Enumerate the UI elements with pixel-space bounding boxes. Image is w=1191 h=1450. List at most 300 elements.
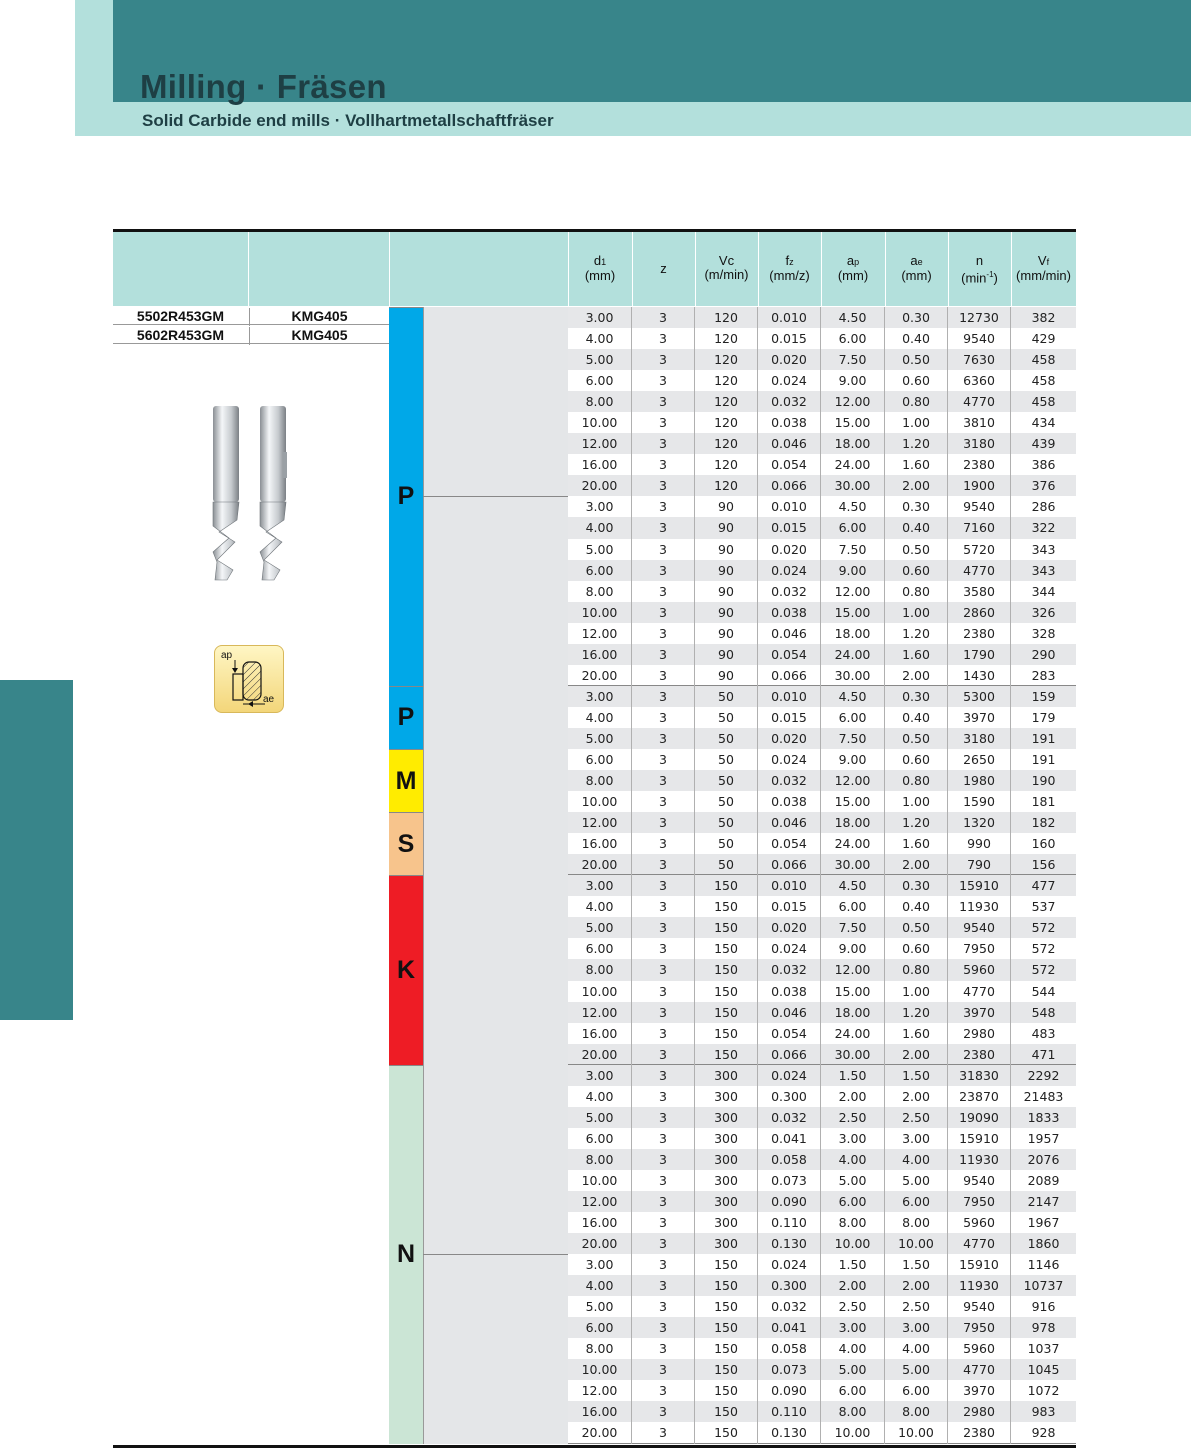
table-cell: 0.30 xyxy=(885,496,948,517)
table-cell: 3 xyxy=(632,1275,695,1296)
table-cell: 0.032 xyxy=(758,959,821,980)
table-cell: 3 xyxy=(632,833,695,854)
table-row xyxy=(568,581,1076,602)
table-cell: 2.00 xyxy=(885,1044,948,1065)
table-row xyxy=(568,307,1076,328)
material-group-letter: P xyxy=(397,703,415,732)
table-cell: 150 xyxy=(695,1296,758,1317)
table-cell: 24.00 xyxy=(821,833,885,854)
table-cell: 3.00 xyxy=(821,1317,885,1338)
table-cell: 2380 xyxy=(948,623,1011,644)
table-cell: 376 xyxy=(1031,478,1056,494)
table-cell: 0.073 xyxy=(758,1170,821,1191)
table-cell: 159 xyxy=(1031,688,1056,704)
table-cell: 4770 xyxy=(948,560,1011,581)
table-cell: 12.00 xyxy=(821,770,885,791)
table-cell: 3 xyxy=(632,581,695,602)
table-cell: 2076 xyxy=(1027,1151,1060,1167)
table-cell: 0.032 xyxy=(758,1296,821,1317)
table-cell: 0.50 xyxy=(885,349,948,370)
table-cell: 0.041 xyxy=(758,1128,821,1149)
table-cell: 4770 xyxy=(948,391,1011,412)
table-cell: 0.30 xyxy=(885,307,948,328)
table-cell: 7.50 xyxy=(821,728,885,749)
table-cell: 3 xyxy=(632,1086,695,1107)
table-cell: 4.00 xyxy=(568,328,632,349)
header-left-strip xyxy=(75,0,113,136)
table-row xyxy=(568,770,1076,791)
table-cell: 544 xyxy=(1031,983,1056,999)
product-grade: KMG405 xyxy=(249,308,389,326)
table-row xyxy=(568,791,1076,812)
table-cell: 7950 xyxy=(948,938,1011,959)
table-cell: 12.00 xyxy=(821,391,885,412)
table-cell: 150 xyxy=(695,959,758,980)
table-cell: 3 xyxy=(632,1422,695,1443)
table-cell: 6.00 xyxy=(821,328,885,349)
table-row xyxy=(568,1149,1076,1170)
table-cell: 2.50 xyxy=(885,1296,948,1317)
table-cell: 0.110 xyxy=(758,1212,821,1233)
table-cell: 0.024 xyxy=(758,1065,821,1086)
product-row xyxy=(113,307,389,325)
table-cell: 16.00 xyxy=(568,1023,632,1044)
table-cell: 1045 xyxy=(1027,1362,1060,1378)
table-cell: 20.00 xyxy=(568,854,632,875)
table-cell: 0.046 xyxy=(758,433,821,454)
table-cell: 21483 xyxy=(1023,1088,1064,1104)
table-cell: 458 xyxy=(1031,373,1056,389)
table-cell: 11930 xyxy=(948,1275,1011,1296)
table-cell: 572 xyxy=(1031,962,1056,978)
table-cell: 12730 xyxy=(948,307,1011,328)
table-cell: 3.00 xyxy=(568,496,632,517)
table-row xyxy=(568,349,1076,370)
table-cell: 12.00 xyxy=(568,1380,632,1401)
table-cell: 3 xyxy=(632,454,695,475)
table-cell: 0.054 xyxy=(758,454,821,475)
table-cell: 15910 xyxy=(948,1128,1011,1149)
table-cell: 50 xyxy=(695,686,758,707)
table-cell: 1.00 xyxy=(885,981,948,1002)
table-cell: 8.00 xyxy=(821,1212,885,1233)
table-cell: 300 xyxy=(695,1191,758,1212)
table-cell: 1037 xyxy=(1027,1341,1060,1357)
table-cell: 0.60 xyxy=(885,370,948,391)
table-cell: 0.054 xyxy=(758,1023,821,1044)
table-cell: 150 xyxy=(695,1023,758,1044)
table-cell: 0.024 xyxy=(758,749,821,770)
table-row xyxy=(568,370,1076,391)
table-cell: 3 xyxy=(632,896,695,917)
table-cell: 3.00 xyxy=(568,686,632,707)
table-cell: 90 xyxy=(695,517,758,538)
table-cell: 0.80 xyxy=(885,581,948,602)
table-cell: 0.020 xyxy=(758,728,821,749)
col-header-z: z xyxy=(660,261,667,276)
table-cell: 300 xyxy=(695,1233,758,1254)
page-title: Milling · Fräsen xyxy=(140,68,387,105)
table-cell: 4.00 xyxy=(821,1149,885,1170)
table-cell: 8.00 xyxy=(885,1212,948,1233)
table-cell: 2292 xyxy=(1027,1067,1060,1083)
table-row xyxy=(568,728,1076,749)
table-cell: 50 xyxy=(695,728,758,749)
table-row xyxy=(568,854,1076,875)
table-cell: 0.30 xyxy=(885,875,948,896)
table-cell: 120 xyxy=(695,454,758,475)
table-cell: 150 xyxy=(695,1254,758,1275)
table-cell: 0.046 xyxy=(758,1002,821,1023)
table-row xyxy=(568,517,1076,538)
table-cell: 7950 xyxy=(948,1191,1011,1212)
table-cell: 3 xyxy=(632,328,695,349)
table-cell: 15.00 xyxy=(821,981,885,1002)
table-cell: 3 xyxy=(632,539,695,560)
table-row xyxy=(568,623,1076,644)
table-cell: 8.00 xyxy=(568,1338,632,1359)
table-cell: 7630 xyxy=(948,349,1011,370)
table-cell: 429 xyxy=(1031,331,1056,347)
table-cell: 191 xyxy=(1031,751,1056,767)
table-cell: 8.00 xyxy=(885,1401,948,1422)
table-cell: 24.00 xyxy=(821,644,885,665)
table-cell: 15.00 xyxy=(821,602,885,623)
table-cell: 15.00 xyxy=(821,412,885,433)
table-cell: 1.50 xyxy=(821,1254,885,1275)
table-cell: 3 xyxy=(632,349,695,370)
table-row xyxy=(568,328,1076,349)
table-cell: 0.010 xyxy=(758,496,821,517)
table-cell: 6.00 xyxy=(568,1128,632,1149)
table-cell: 120 xyxy=(695,412,758,433)
table-cell: 0.015 xyxy=(758,707,821,728)
table-cell: 0.50 xyxy=(885,728,948,749)
table-cell: 471 xyxy=(1031,1046,1056,1062)
table-cell: 9.00 xyxy=(821,370,885,391)
table-cell: 120 xyxy=(695,328,758,349)
table-cell: 6.00 xyxy=(568,370,632,391)
table-cell: 3 xyxy=(632,412,695,433)
table-cell: 0.020 xyxy=(758,349,821,370)
product-code: 5502R453GM xyxy=(136,308,225,324)
table-cell: 9.00 xyxy=(821,749,885,770)
table-cell: 6.00 xyxy=(821,1380,885,1401)
table-cell: 0.130 xyxy=(758,1233,821,1254)
table-cell: 3 xyxy=(632,981,695,1002)
col-header-fz: fz (mm/z) xyxy=(769,253,810,283)
table-cell: 0.032 xyxy=(758,770,821,791)
table-cell: 120 xyxy=(695,433,758,454)
table-cell: 150 xyxy=(695,1317,758,1338)
table-cell: 191 xyxy=(1031,730,1056,746)
table-cell: 2147 xyxy=(1027,1193,1060,1209)
table-cell: 0.024 xyxy=(758,560,821,581)
table-cell: 30.00 xyxy=(821,665,885,686)
table-cell: 120 xyxy=(695,391,758,412)
table-cell: 3970 xyxy=(948,707,1011,728)
table-cell: 9.00 xyxy=(821,938,885,959)
table-cell: 15910 xyxy=(948,1254,1011,1275)
table-cell: 300 xyxy=(695,1212,758,1233)
table-cell: 3 xyxy=(632,1254,695,1275)
material-description-cell xyxy=(423,686,568,875)
table-row xyxy=(568,959,1076,980)
table-cell: 24.00 xyxy=(821,454,885,475)
table-row xyxy=(568,1212,1076,1233)
table-cell: 90 xyxy=(695,560,758,581)
table-cell: 0.80 xyxy=(885,770,948,791)
table-cell: 5.00 xyxy=(568,728,632,749)
table-cell: 12.00 xyxy=(568,623,632,644)
table-cell: 90 xyxy=(695,539,758,560)
table-cell: 3 xyxy=(632,1296,695,1317)
table-row xyxy=(568,812,1076,833)
table-cell: 16.00 xyxy=(568,833,632,854)
table-cell: 24.00 xyxy=(821,1023,885,1044)
table-cell: 3 xyxy=(632,770,695,791)
table-cell: 90 xyxy=(695,602,758,623)
table-cell: 3 xyxy=(632,728,695,749)
material-group-p xyxy=(389,307,423,686)
table-cell: 0.046 xyxy=(758,623,821,644)
table-cell: 6.00 xyxy=(568,1317,632,1338)
table-cell: 23870 xyxy=(948,1086,1011,1107)
table-cell: 0.010 xyxy=(758,307,821,328)
table-cell: 20.00 xyxy=(568,475,632,496)
table-row xyxy=(568,1023,1076,1044)
table-cell: 0.024 xyxy=(758,938,821,959)
table-cell: 0.110 xyxy=(758,1401,821,1422)
table-cell: 4.00 xyxy=(568,896,632,917)
table-cell: 30.00 xyxy=(821,1044,885,1065)
table-cell: 1.20 xyxy=(885,433,948,454)
table-cell: 1.60 xyxy=(885,644,948,665)
table-row xyxy=(568,1191,1076,1212)
table-cell: 0.50 xyxy=(885,917,948,938)
table-cell: 6360 xyxy=(948,370,1011,391)
table-cell: 3 xyxy=(632,959,695,980)
table-cell: 150 xyxy=(695,1380,758,1401)
table-cell: 2.50 xyxy=(821,1296,885,1317)
table-cell: 150 xyxy=(695,896,758,917)
table-cell: 2380 xyxy=(948,454,1011,475)
table-cell: 120 xyxy=(695,349,758,370)
material-group-letter: M xyxy=(395,766,417,795)
table-cell: 50 xyxy=(695,770,758,791)
table-cell: 0.010 xyxy=(758,686,821,707)
table-cell: 6.00 xyxy=(821,517,885,538)
table-cell: 0.038 xyxy=(758,602,821,623)
table-cell: 8.00 xyxy=(821,1401,885,1422)
table-row xyxy=(568,749,1076,770)
table-cell: 2980 xyxy=(948,1023,1011,1044)
table-cell: 6.00 xyxy=(885,1191,948,1212)
table-cell: 12.00 xyxy=(568,1191,632,1212)
table-cell: 3.00 xyxy=(568,875,632,896)
table-cell: 10.00 xyxy=(568,412,632,433)
table-cell: 10.00 xyxy=(568,1359,632,1380)
table-cell: 0.032 xyxy=(758,1107,821,1128)
table-row xyxy=(568,833,1076,854)
table-cell: 3 xyxy=(632,496,695,517)
table-cell: 7.50 xyxy=(821,349,885,370)
table-cell: 182 xyxy=(1031,815,1056,831)
table-cell: 120 xyxy=(695,475,758,496)
table-cell: 18.00 xyxy=(821,433,885,454)
table-cell: 18.00 xyxy=(821,1002,885,1023)
table-cell: 290 xyxy=(1031,646,1056,662)
table-cell: 4.50 xyxy=(821,875,885,896)
table-cell: 1980 xyxy=(948,770,1011,791)
table-cell: 3 xyxy=(632,1380,695,1401)
table-cell: 0.024 xyxy=(758,1254,821,1275)
material-group-p xyxy=(389,686,423,749)
table-cell: 3 xyxy=(632,391,695,412)
table-cell: 3580 xyxy=(948,581,1011,602)
table-cell: 0.090 xyxy=(758,1191,821,1212)
table-cell: 326 xyxy=(1031,604,1056,620)
table-cell: 300 xyxy=(695,1170,758,1191)
table-cell: 1.20 xyxy=(885,1002,948,1023)
table-cell: 3 xyxy=(632,812,695,833)
table-cell: 3 xyxy=(632,1338,695,1359)
table-cell: 1590 xyxy=(948,791,1011,812)
table-cell: 8.00 xyxy=(568,959,632,980)
table-cell: 1790 xyxy=(948,644,1011,665)
table-row xyxy=(568,1128,1076,1149)
table-cell: 3180 xyxy=(948,433,1011,454)
table-cell: 0.020 xyxy=(758,539,821,560)
table-cell: 3.00 xyxy=(821,1128,885,1149)
col-header-n: n $(\min^{-1})$ xyxy=(961,253,998,286)
table-cell: 5960 xyxy=(948,1338,1011,1359)
table-cell: 3 xyxy=(632,1002,695,1023)
table-cell: 344 xyxy=(1031,583,1056,599)
end-mill-image xyxy=(205,402,295,587)
table-cell: 150 xyxy=(695,875,758,896)
table-cell: 3180 xyxy=(948,728,1011,749)
table-cell: 16.00 xyxy=(568,644,632,665)
table-cell: 983 xyxy=(1031,1404,1056,1420)
table-cell: 300 xyxy=(695,1149,758,1170)
table-cell: 6.00 xyxy=(821,707,885,728)
table-cell: 0.80 xyxy=(885,391,948,412)
table-cell: 179 xyxy=(1031,709,1056,725)
table-cell: 458 xyxy=(1031,352,1056,368)
table-cell: 11930 xyxy=(948,896,1011,917)
table-cell: 572 xyxy=(1031,920,1056,936)
table-cell: 1.00 xyxy=(885,602,948,623)
table-cell: 790 xyxy=(948,854,1011,875)
table-cell: 6.00 xyxy=(568,938,632,959)
table-cell: 5960 xyxy=(948,959,1011,980)
table-cell: 50 xyxy=(695,854,758,875)
table-cell: 4.50 xyxy=(821,496,885,517)
table-row xyxy=(568,686,1076,707)
table-cell: 10.00 xyxy=(821,1422,885,1443)
table-cell: 0.038 xyxy=(758,791,821,812)
table-cell: 2.50 xyxy=(821,1107,885,1128)
table-cell: 0.020 xyxy=(758,917,821,938)
table-cell: 0.80 xyxy=(885,959,948,980)
table-cell: 150 xyxy=(695,1002,758,1023)
table-cell: 2089 xyxy=(1027,1172,1060,1188)
table-cell: 181 xyxy=(1031,794,1056,810)
table-cell: 1072 xyxy=(1027,1383,1060,1399)
table-cell: 50 xyxy=(695,707,758,728)
table-cell: 4770 xyxy=(948,1359,1011,1380)
col-header-ae: ae (mm) xyxy=(901,253,932,283)
table-row xyxy=(568,1380,1076,1401)
table-cell: 3 xyxy=(632,433,695,454)
table-cell: 30.00 xyxy=(821,854,885,875)
table-cell: 3970 xyxy=(948,1002,1011,1023)
table-cell: 3 xyxy=(632,1128,695,1149)
table-cell: 3.00 xyxy=(568,307,632,328)
table-cell: 0.010 xyxy=(758,875,821,896)
table-cell: 300 xyxy=(695,1065,758,1086)
table-cell: 4770 xyxy=(948,1233,1011,1254)
table-cell: 1.20 xyxy=(885,812,948,833)
table-cell: 537 xyxy=(1031,899,1056,915)
table-cell: 0.090 xyxy=(758,1380,821,1401)
table-cell: 0.015 xyxy=(758,517,821,538)
table-cell: 2860 xyxy=(948,602,1011,623)
table-cell: 1957 xyxy=(1027,1130,1060,1146)
table-cell: 10.00 xyxy=(885,1422,948,1443)
table-cell: 0.058 xyxy=(758,1338,821,1359)
table-cell: 50 xyxy=(695,812,758,833)
table-cell: 16.00 xyxy=(568,1212,632,1233)
material-group-letter: N xyxy=(396,1240,416,1269)
table-cell: 978 xyxy=(1031,1320,1056,1336)
table-row xyxy=(568,1044,1076,1065)
table-cell: 150 xyxy=(695,1401,758,1422)
table-cell: 2980 xyxy=(948,1401,1011,1422)
table-cell: 0.054 xyxy=(758,833,821,854)
table-cell: 10.00 xyxy=(568,1170,632,1191)
table-cell: 0.40 xyxy=(885,896,948,917)
table-cell: 90 xyxy=(695,496,758,517)
table-row xyxy=(568,896,1076,917)
table-cell: 3970 xyxy=(948,1380,1011,1401)
table-cell: 3.00 xyxy=(568,1065,632,1086)
table-row xyxy=(568,1296,1076,1317)
table-cell: 928 xyxy=(1031,1425,1056,1441)
table-row xyxy=(568,454,1076,475)
cutting-data-table xyxy=(568,307,1076,1444)
table-cell: 5720 xyxy=(948,539,1011,560)
table-cell: 9540 xyxy=(948,496,1011,517)
table-cell: 11930 xyxy=(948,1149,1011,1170)
table-cell: 90 xyxy=(695,623,758,644)
table-cell: 1.00 xyxy=(885,412,948,433)
table-cell: 5.00 xyxy=(568,917,632,938)
table-cell: 0.50 xyxy=(885,539,948,560)
table-cell: 3 xyxy=(632,1107,695,1128)
table-row xyxy=(568,1254,1076,1275)
table-cell: 286 xyxy=(1031,499,1056,515)
table-cell: 300 xyxy=(695,1128,758,1149)
table-cell: 3 xyxy=(632,307,695,328)
table-cell: 2.00 xyxy=(885,475,948,496)
table-cell: 0.066 xyxy=(758,1044,821,1065)
table-row xyxy=(568,496,1076,517)
table-cell: 483 xyxy=(1031,1025,1056,1041)
table-cell: 6.00 xyxy=(821,1191,885,1212)
table-cell: 434 xyxy=(1031,415,1056,431)
